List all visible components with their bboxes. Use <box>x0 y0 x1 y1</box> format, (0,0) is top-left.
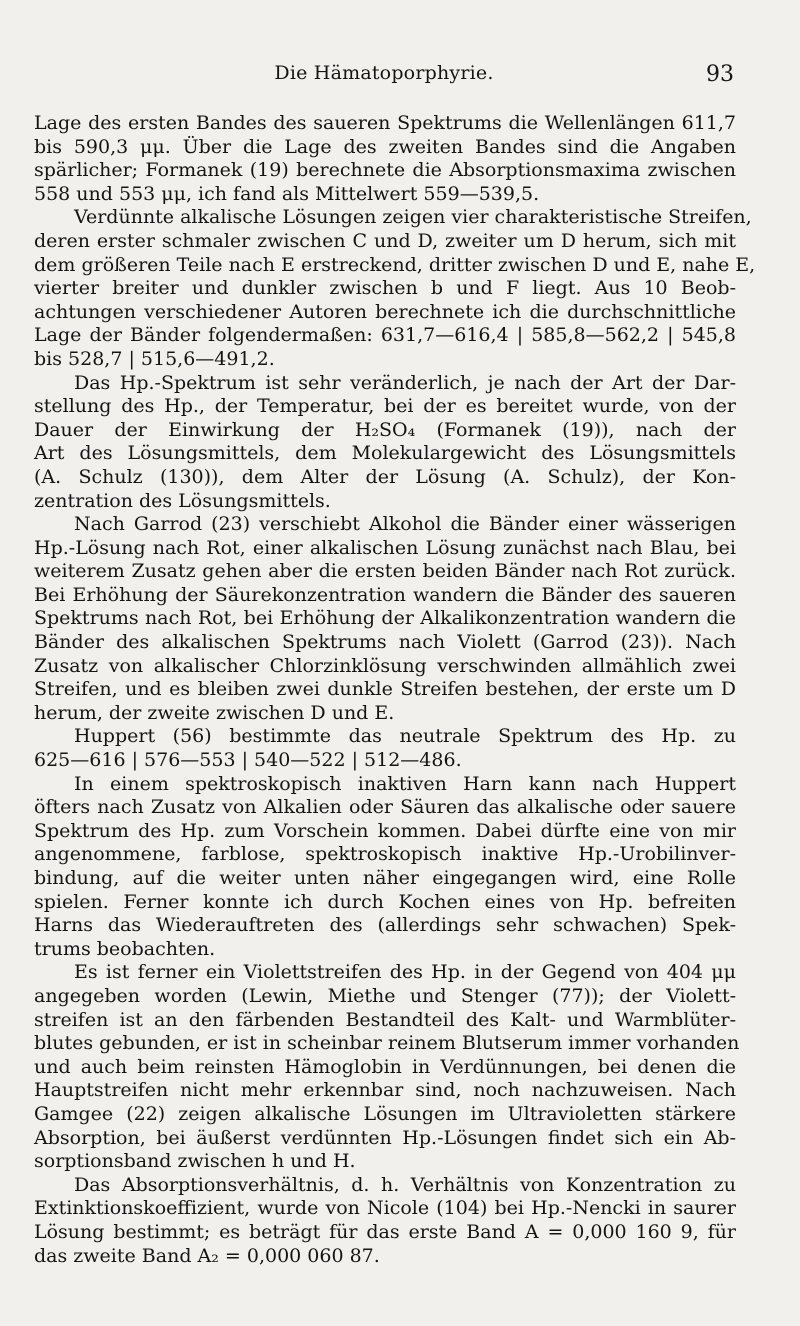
text-line: trums beobachten. <box>34 937 216 960</box>
text-line: Dauer der Einwirkung der H₂SO₄ (Formanek (19)), nach der <box>34 418 736 441</box>
text-line: achtungen verschiedener Autoren berechnete ich die durchschnittliche <box>34 300 736 323</box>
text-line: Harns das Wiederauftreten des (allerdings sehr schwachen) Spek- <box>34 914 736 937</box>
text-line: Art des Lösungsmittels, dem Molekulargewicht des Lösungsmittels <box>34 442 736 465</box>
text-line: vierter breiter und dunkler zwischen b und F liegt. Aus 10 Beob- <box>34 277 736 300</box>
text-line: Lage des ersten Bandes des saueren Spektrums die Wellenlängen 611,7 <box>34 112 736 134</box>
text-line: Spektrums nach Rot, bei Erhöhung der Alkalikonzentration wandern die <box>34 607 736 630</box>
text-line: 558 und 553 μμ, ich fand als Mittelwert 559—539,5. <box>34 182 540 205</box>
text-line: zentration des Lösungsmittels. <box>34 489 331 512</box>
text-line: Nach Garrod (23) verschiebt Alkohol die Bänder einer wässerigen <box>74 513 736 536</box>
text-line: Hp.-Lösung nach Rot, einer alkalischen Lösung zunächst nach Blau, bei <box>34 536 736 559</box>
paragraph <box>34 1174 736 1268</box>
text-line: Spektrum des Hp. zum Vorschein kommen. Dabei dürfte eine von mir <box>34 819 736 842</box>
text-line: spielen. Ferner konnte ich durch Kochen eines von Hp. befreiten <box>34 890 736 913</box>
paragraph <box>34 372 736 514</box>
paragraph <box>34 725 736 772</box>
text-line: Zusatz von alkalischer Chlorzinklösung verschwinden allmählich zwei <box>34 654 736 677</box>
text-line: Das Absorptionsverhältnis, d. h. Verhältnis von Konzentration zu <box>74 1173 736 1196</box>
text-line: angegeben worden (Lewin, Miethe und Stenger (77)); der Violett- <box>34 984 736 1007</box>
running-title: Die Hämatoporphyrie. <box>274 62 494 84</box>
paragraph <box>34 773 736 962</box>
text-line: dem größeren Teile nach E erstreckend, dritter zwischen D und E, nahe E, <box>34 253 756 276</box>
text-line: angenommene, farblose, spektroskopisch inaktive Hp.-Urobilinver- <box>34 843 736 866</box>
text-line: Verdünnte alkalische Lösungen zeigen vier charakteristische Streifen, <box>74 206 752 229</box>
text-line: das zweite Band A₂ = 0,000 060 87. <box>34 1244 380 1267</box>
text-line: bis 590,3 μμ. Über die Lage des zweiten Bandes sind die Angaben <box>34 135 736 158</box>
text-line: herum, der zweite zwischen D und E. <box>34 701 395 724</box>
text-line: spärlicher; Formanek (19) berechnete die Absorptionsmaxima zwischen <box>34 159 736 182</box>
text-line: (A. Schulz (130)), dem Alter der Lösung (A. Schulz), der Kon- <box>34 465 736 488</box>
text-line: sorptionsband zwischen h und H. <box>34 1150 356 1173</box>
text-line: 625—616 | 576—553 | 540—522 | 512—486. <box>34 749 462 772</box>
text-line: Lage der Bänder folgendermaßen: 631,7—616,4 | 585,8—562,2 | 545,8 <box>34 324 736 347</box>
text-line: Extinktionskoeffizient, wurde von Nicole (104) bei Hp.-Nencki in saurer <box>34 1197 736 1220</box>
paragraph <box>34 513 736 725</box>
text-line: Bänder des alkalischen Spektrums nach Violett (Garrod (23)). Nach <box>34 631 736 654</box>
text-line: öfters nach Zusatz von Alkalien oder Säuren das alkalische oder sauere <box>34 796 736 819</box>
text-line: In einem spektroskopisch inaktiven Harn kann nach Huppert <box>74 772 736 795</box>
text-line: Es ist ferner ein Violettstreifen des Hp. in der Gegend von 404 μμ <box>74 961 736 984</box>
text-line: Streifen, und es bleiben zwei dunkle Streifen bestehen, der erste um D <box>34 678 736 701</box>
text-line: streifen ist an den färbenden Bestandteil des Kalt- und Warmblüter- <box>34 1008 736 1031</box>
paragraph <box>34 961 740 1173</box>
text-line: Lösung bestimmt; es beträgt für das erste Band A = 0,000 160 9, für <box>34 1220 736 1243</box>
text-line: weiterem Zusatz gehen aber die ersten beiden Bänder nach Rot zurück. <box>34 560 736 583</box>
text-line: bindung, auf die weiter unten näher eingegangen wird, eine Rolle <box>34 867 736 889</box>
text-line: Das Hp.-Spektrum ist sehr veränderlich, je nach der Art der Dar- <box>74 371 736 394</box>
text-line: Gamgee (22) zeigen alkalische Lösungen im Ultravioletten stärkere <box>34 1102 736 1125</box>
text-line: deren erster schmaler zwischen C und D, zweiter um D herum, sich mit <box>34 229 736 252</box>
text-line: Huppert (56) bestimmte das neutrale Spektrum des Hp. zu <box>74 725 736 748</box>
page-header <box>34 62 734 88</box>
page-number: 93 <box>706 62 734 87</box>
page-body <box>34 112 756 1268</box>
paragraph <box>34 112 736 206</box>
text-line: Absorption, bei äußerst verdünnten Hp.-Lösungen findet sich ein Ab- <box>34 1126 736 1149</box>
text-line: stellung des Hp., der Temperatur, bei der es bereitet wurde, von der <box>34 395 736 418</box>
text-line: blutes gebunden, er ist in scheinbar reinem Blutserum immer vorhanden <box>34 1032 740 1055</box>
text-line: bis 528,7 | 515,6—491,2. <box>34 347 275 370</box>
text-line: Bei Erhöhung der Säurekonzentration wandern die Bänder des saueren <box>34 583 736 606</box>
text-line: Hauptstreifen nicht mehr erkennbar sind, noch nachzuweisen. Nach <box>34 1079 736 1102</box>
text-line: und auch beim reinsten Hämoglobin in Verdünnungen, bei denen die <box>34 1055 736 1078</box>
paragraph <box>34 206 756 371</box>
